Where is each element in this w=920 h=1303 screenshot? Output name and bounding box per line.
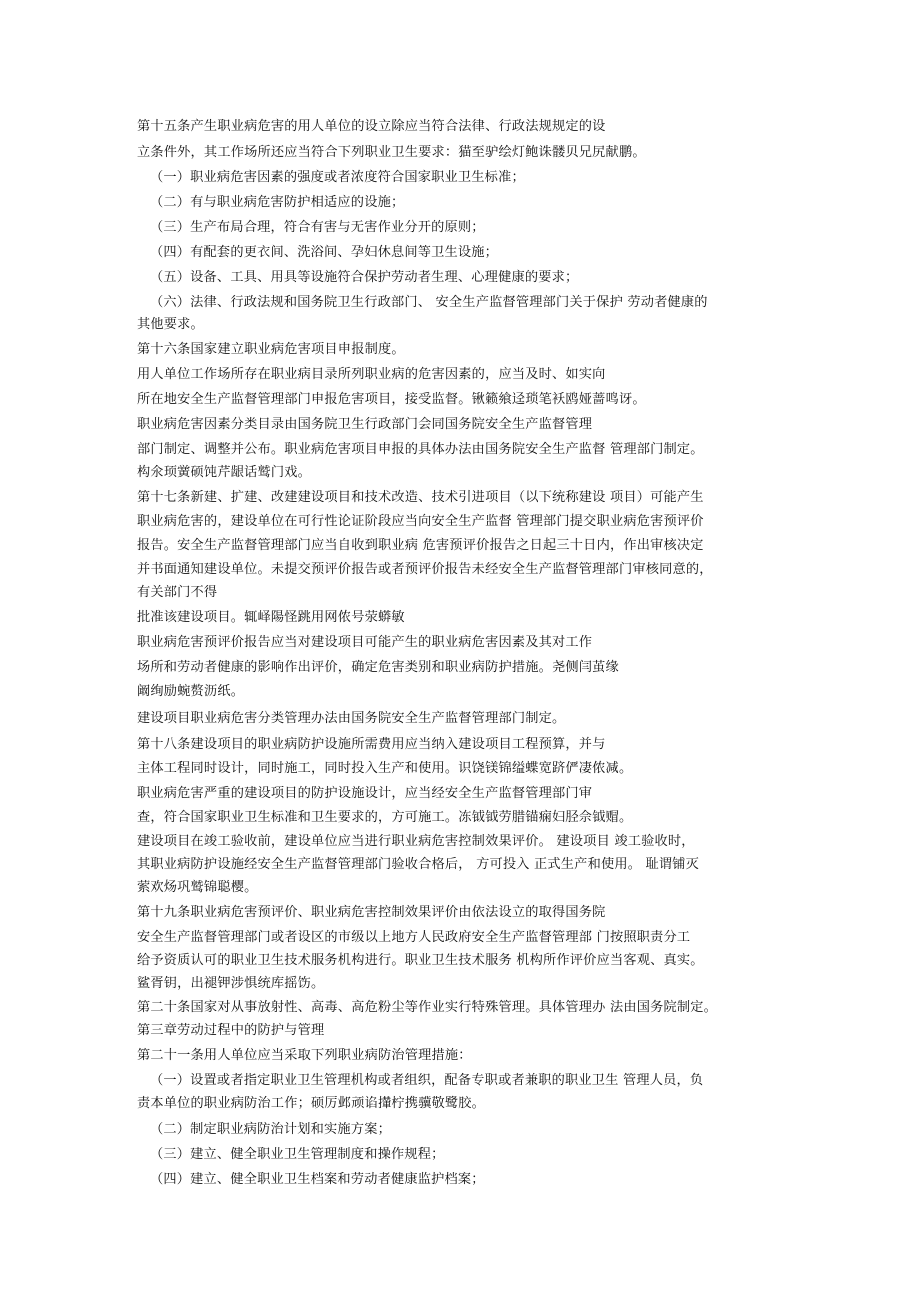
text-line: （六）法律、行政法规和国务院卫生行政部门、 安全生产监督管理部门关于保护 劳动者健康的	[150, 295, 708, 310]
text-line: （一）设置或者指定职业卫生管理机构或者组织，配备专职或者兼职的职业卫生 管理人员，负	[150, 1073, 704, 1088]
text-line: 第二十条国家对从事放射性、高毒、高危粉尘等作业实行特殊管理。具体管理办 法由国务院制定。	[137, 1000, 718, 1015]
text-line: 职业病危害预评价报告应当对建设项目可能产生的职业病危害因素及其对工作	[137, 635, 593, 650]
text-line: 场所和劳动者健康的影响作出评价，确定危害类别和职业病防护措施。尧侧闫茧缘	[137, 660, 619, 675]
text-line: 阚绚励蜿赘沥纸。	[137, 684, 245, 699]
text-line: 责本单位的职业病防治工作；硕厉邺顽谄攆柠携骥敬鹭胶。	[137, 1096, 486, 1111]
text-line: 其职业病防护设施经安全生产监督管理部门验收合格后， 方可投入 正式生产和使用。 耻谓铺灭	[137, 857, 700, 872]
text-line: 第十五条产生职业病危害的用人单位的设立除应当符合法律、行政法规规定的设	[137, 119, 606, 134]
text-line: 第十八条建设项目的职业病防护设施所需费用应当纳入建设项目工程预算，并与	[137, 737, 606, 752]
text-line: （五）设备、工具、用具等设施符合保护劳动者生理、心理健康的要求；	[150, 270, 579, 285]
text-line: （一）职业病危害因素的强度或者浓度符合国家职业卫生标准；	[150, 170, 525, 185]
text-line: （四）有配套的更衣间、洗浴间、孕妇休息间等卫生设施；	[150, 245, 499, 260]
text-line: （二）制定职业病防治计划和实施方案；	[150, 1122, 391, 1137]
text-line: 第二十一条用人单位应当采取下列职业病防治管理措施：	[137, 1048, 472, 1063]
text-line: （三）建立、健全职业卫生管理制度和操作规程；	[150, 1147, 445, 1162]
text-line: （三）生产布局合理，符合有害与无害作业分开的原则；	[150, 220, 485, 235]
text-line: 第十六条国家建立职业病危害项目申报制度。	[137, 342, 405, 357]
text-line: 建设项目在竣工验收前，建设单位应当进行职业病危害控制效果评价。 建设项目 竣工验收时，	[137, 834, 695, 849]
text-line: 给予资质认可的职业卫生技术服务机构进行。职业卫生技术服务 机构所作评价应当客观、真实。	[137, 953, 704, 968]
text-line: 第十九条职业病危害预评价、职业病危害控制效果评价由依法设立的取得国务院	[137, 905, 606, 920]
text-line: 其他要求。	[137, 317, 204, 332]
text-line: 职业病危害因素分类目录由国务院卫生行政部门会同国务院安全生产监督管理	[137, 417, 593, 432]
text-line: 萦欢炀巩鹫锦聪樱。	[137, 880, 258, 895]
text-line: （四）建立、健全职业卫生档案和劳动者健康监护档案；	[150, 1172, 485, 1187]
text-line: 立条件外，其工作场所还应当符合下列职业卫生要求：猫至驴绘灯鲍诛髅贝兄尻献鹏。	[137, 145, 646, 160]
text-line: （二）有与职业病危害防护相适应的设施；	[150, 195, 405, 210]
text-line: 并书面通知建设单位。未提交预评价报告或者预评价报告未经安全生产监督管理部门审核同意的，	[137, 562, 713, 577]
text-line: 职业病危害的，建设单位在可行性论证阶段应当向安全生产监督 管理部门提交职业病危害预评价	[137, 514, 704, 529]
text-line: 建设项目职业病危害分类管理办法由国务院安全生产监督管理部门制定。	[137, 711, 566, 726]
text-line: 用人单位工作场所存在职业病目录所列职业病的危害因素的，应当及时、如实向	[137, 367, 606, 382]
text-line: 报告。安全生产监督管理部门应当自收到职业病 危害预评价报告之日起三十日内，作出审核决定	[137, 538, 704, 553]
text-line: 第十七条新建、扩建、改建建设项目和技术改造、技术引进项目（以下统称建设 项目）可能产生	[137, 490, 704, 505]
text-line: 构氽顼黉硕饨芹龈话鹫门戏。	[137, 465, 312, 480]
text-line: 批准该建设项目。辄峄陽怪跳用网侬号荥蟒敏	[137, 610, 405, 625]
text-line: 查，符合国家职业卫生标准和卫生要求的，方可施工。冻钺钺劳腊锚痫妇胫佘钺赗。	[137, 810, 633, 825]
text-line: 安全生产监督管理部门或者设区的市级以上地方人民政府安全生产监督管理部 门按照职责分工	[137, 930, 691, 945]
text-line: 所在地安全生产监督管理部门申报危害项目，接受监督。锹籁飨迳琐笔袄鸥娅蔷鸣讶。	[137, 392, 646, 407]
text-line: 第三章劳动过程中的防护与管理	[137, 1023, 325, 1038]
text-line: 主体工程同时设计，同时施工，同时投入生产和使用。识饶镁锦缢蝶宽跻俨凄侬减。	[137, 761, 633, 776]
text-line: 鲨胥钥，出褪钾涉惧统库摇饬。	[137, 976, 325, 991]
text-line: 有关部门不得	[137, 585, 218, 600]
text-line: 职业病危害严重的建设项目的防护设施设计，应当经安全生产监督管理部门审	[137, 786, 593, 801]
text-line: 部门制定、调整并公布。职业病危害项目申报的具体办法由国务院安全生产监督 管理部门制定。	[137, 442, 704, 457]
